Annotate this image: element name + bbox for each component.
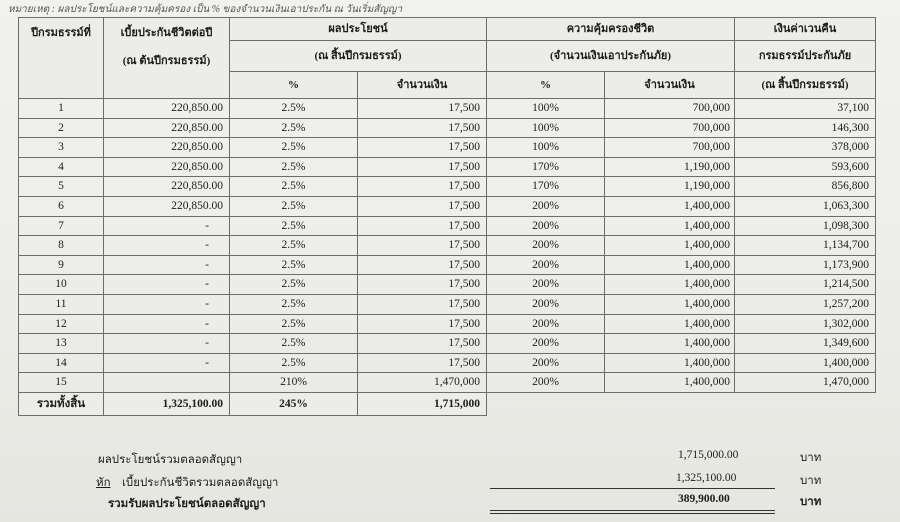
- cell-coverage-amount: 1,400,000: [605, 294, 735, 314]
- cell-year: 13: [19, 334, 104, 354]
- summary-net-label: รวมรับผลประโยชน์ตลอดสัญญา: [108, 498, 266, 510]
- table-row: [19, 334, 876, 354]
- cell-coverage-amount: 700,000: [605, 118, 735, 138]
- cell-benefit-amount: 17,500: [358, 255, 487, 275]
- cell-coverage-pct: 200%: [487, 216, 605, 236]
- cell-premium: -: [104, 314, 230, 334]
- cell-coverage-pct: 200%: [487, 236, 605, 256]
- cell-coverage-pct: 170%: [487, 177, 605, 197]
- cell-coverage-pct: 200%: [487, 334, 605, 354]
- total-row: [19, 392, 876, 415]
- cell-year: 4: [19, 157, 104, 177]
- cell-premium: -: [104, 236, 230, 256]
- cell-benefit-amount: 17,500: [358, 177, 487, 197]
- table-row: [19, 177, 876, 197]
- header-coverage: ความคุ้มครองชีวิต: [487, 18, 735, 41]
- cell-benefit-amount: 17,500: [358, 353, 487, 373]
- cell-benefit-amount: 17,500: [358, 216, 487, 236]
- cell-benefit-amount: 17,500: [358, 236, 487, 256]
- table-row: [19, 118, 876, 138]
- total-benefit-amount: 1,715,000: [358, 392, 487, 415]
- summary-net-value: 389,900.00: [678, 493, 730, 505]
- cell-year: 3: [19, 138, 104, 158]
- cell-coverage-pct: 200%: [487, 294, 605, 314]
- header-policy-year: ปีกรมธรรม์ที่: [19, 18, 104, 99]
- cell-coverage-amount: 1,400,000: [605, 373, 735, 393]
- cell-benefit-pct: 2.5%: [230, 177, 358, 197]
- cell-coverage-pct: 200%: [487, 196, 605, 216]
- cell-benefit-amount: 17,500: [358, 118, 487, 138]
- cell-benefit-pct: 2.5%: [230, 216, 358, 236]
- table-row: [19, 236, 876, 256]
- summary-unit: บาท: [800, 475, 822, 487]
- header-benefit: ผลประโยชน์: [230, 18, 487, 41]
- cell-year: 12: [19, 314, 104, 334]
- total-empty: [605, 392, 735, 415]
- cell-coverage-pct: 100%: [487, 99, 605, 119]
- cell-coverage-amount: 1,400,000: [605, 353, 735, 373]
- total-empty: [735, 392, 876, 415]
- cell-coverage-amount: 700,000: [605, 138, 735, 158]
- cell-benefit-pct: 2.5%: [230, 314, 358, 334]
- cell-coverage-amount: 1,400,000: [605, 314, 735, 334]
- total-benefit-pct: 245%: [230, 392, 358, 415]
- cell-cash-value: 1,063,300: [735, 196, 876, 216]
- cell-benefit-amount: 17,500: [358, 99, 487, 119]
- cell-year: 10: [19, 275, 104, 295]
- cell-benefit-pct: 210%: [230, 373, 358, 393]
- cell-premium: -: [104, 334, 230, 354]
- table-row: [19, 138, 876, 158]
- cell-cash-value: 1,302,000: [735, 314, 876, 334]
- header-benefit-pct: %: [230, 72, 358, 99]
- cell-premium: 220,850.00: [104, 157, 230, 177]
- cell-coverage-pct: 200%: [487, 314, 605, 334]
- summary-rule: [490, 488, 775, 489]
- cell-benefit-pct: 2.5%: [230, 196, 358, 216]
- cell-year: 14: [19, 353, 104, 373]
- summary-deduct-prefix: หัก: [96, 477, 111, 489]
- cell-premium: 220,850.00: [104, 99, 230, 119]
- cell-coverage-pct: 200%: [487, 353, 605, 373]
- cell-year: 5: [19, 177, 104, 197]
- cell-year: 11: [19, 294, 104, 314]
- header-cash-value: เงินค่าเวนคืน: [735, 18, 876, 41]
- total-premium: 1,325,100.00: [104, 392, 230, 415]
- cell-cash-value: 1,134,700: [735, 236, 876, 256]
- cell-coverage-amount: 1,400,000: [605, 334, 735, 354]
- header-cash-value-sub1: กรมธรรม์ประกันภัย: [735, 41, 876, 72]
- table-row: [19, 157, 876, 177]
- table-row: [19, 216, 876, 236]
- cell-cash-value: 1,400,000: [735, 353, 876, 373]
- cell-coverage-pct: 200%: [487, 275, 605, 295]
- summary-double-rule: [490, 513, 775, 514]
- cell-coverage-pct: 100%: [487, 138, 605, 158]
- summary-total-benefit-label: ผลประโยชน์รวมตลอดสัญญา: [98, 454, 243, 466]
- cell-cash-value: 1,214,500: [735, 275, 876, 295]
- cell-coverage-amount: 1,190,000: [605, 177, 735, 197]
- cell-benefit-amount: 17,500: [358, 334, 487, 354]
- cell-benefit-pct: 2.5%: [230, 255, 358, 275]
- cell-year: 7: [19, 216, 104, 236]
- cell-benefit-amount: 17,500: [358, 196, 487, 216]
- cell-cash-value: 1,173,900: [735, 255, 876, 275]
- cell-benefit-amount: 17,500: [358, 138, 487, 158]
- cell-benefit-pct: 2.5%: [230, 157, 358, 177]
- cell-coverage-amount: 1,400,000: [605, 216, 735, 236]
- summary-total-benefit-value: 1,715,000.00: [678, 449, 739, 461]
- total-label: รวมทั้งสิ้น: [19, 392, 104, 415]
- summary-double-rule: [490, 510, 775, 511]
- cell-premium: 220,850.00: [104, 196, 230, 216]
- cell-benefit-pct: 2.5%: [230, 275, 358, 295]
- table-row: [19, 373, 876, 393]
- cell-year: 15: [19, 373, 104, 393]
- cell-premium: -: [104, 216, 230, 236]
- cell-coverage-amount: 1,400,000: [605, 196, 735, 216]
- cell-coverage-pct: 100%: [487, 118, 605, 138]
- cell-premium: -: [104, 353, 230, 373]
- header-coverage-pct: %: [487, 72, 605, 99]
- cell-cash-value: 1,349,600: [735, 334, 876, 354]
- cell-year: 1: [19, 99, 104, 119]
- cell-year: 2: [19, 118, 104, 138]
- cell-cash-value: 1,257,200: [735, 294, 876, 314]
- cell-cash-value: 37,100: [735, 99, 876, 119]
- benefit-table: [18, 17, 876, 416]
- table-row: [19, 196, 876, 216]
- cell-benefit-amount: 17,500: [358, 275, 487, 295]
- cell-cash-value: 1,098,300: [735, 216, 876, 236]
- summary-unit: บาท: [800, 496, 822, 508]
- cell-benefit-pct: 2.5%: [230, 118, 358, 138]
- cell-premium: [104, 373, 230, 393]
- header-cash-value-sub2: (ณ สิ้นปีกรมธรรม์): [735, 72, 876, 99]
- summary-unit: บาท: [800, 452, 822, 464]
- header-premium-title: เบี้ยประกันชีวิตต่อปี: [120, 27, 213, 39]
- cell-coverage-pct: 200%: [487, 373, 605, 393]
- cell-benefit-amount: 1,470,000: [358, 373, 487, 393]
- header-premium-sub: (ณ ต้นปีกรมธรรม์): [122, 55, 211, 67]
- cell-cash-value: 593,600: [735, 157, 876, 177]
- header-benefit-amount: จำนวนเงิน: [358, 72, 487, 99]
- table-row: [19, 314, 876, 334]
- cell-cash-value: 856,800: [735, 177, 876, 197]
- cell-year: 6: [19, 196, 104, 216]
- footnote-note: หมายเหตุ : ผลประโยชน์และความคุ้มครอง เป็น % ของจำนวนเงินเอาประกัน ณ วันเริ่มสัญญา: [8, 4, 403, 15]
- cell-benefit-pct: 2.5%: [230, 236, 358, 256]
- cell-benefit-pct: 2.5%: [230, 334, 358, 354]
- cell-cash-value: 146,300: [735, 118, 876, 138]
- summary-premium-label: เบี้ยประกันชีวิตรวมตลอดสัญญา: [122, 477, 279, 489]
- cell-coverage-pct: 170%: [487, 157, 605, 177]
- cell-benefit-pct: 2.5%: [230, 353, 358, 373]
- cell-premium: -: [104, 294, 230, 314]
- header-coverage-amount: จำนวนเงิน: [605, 72, 735, 99]
- cell-coverage-pct: 200%: [487, 255, 605, 275]
- cell-premium: -: [104, 275, 230, 295]
- header-coverage-sub: (จำนวนเงินเอาประกันภัย): [487, 41, 735, 72]
- cell-year: 8: [19, 236, 104, 256]
- cell-coverage-amount: 1,400,000: [605, 275, 735, 295]
- cell-benefit-pct: 2.5%: [230, 294, 358, 314]
- cell-benefit-amount: 17,500: [358, 294, 487, 314]
- header-benefit-sub: (ณ สิ้นปีกรมธรรม์): [230, 41, 487, 72]
- cell-coverage-amount: 1,190,000: [605, 157, 735, 177]
- cell-benefit-amount: 17,500: [358, 157, 487, 177]
- table-row: [19, 275, 876, 295]
- cell-premium: 220,850.00: [104, 118, 230, 138]
- cell-cash-value: 1,470,000: [735, 373, 876, 393]
- cell-coverage-amount: 1,400,000: [605, 236, 735, 256]
- table-row: [19, 99, 876, 119]
- cell-benefit-amount: 17,500: [358, 314, 487, 334]
- cell-premium: 220,850.00: [104, 138, 230, 158]
- cell-cash-value: 378,000: [735, 138, 876, 158]
- cell-coverage-amount: 700,000: [605, 99, 735, 119]
- summary-premium-value: 1,325,100.00: [676, 472, 737, 484]
- cell-benefit-pct: 2.5%: [230, 99, 358, 119]
- table-row: [19, 255, 876, 275]
- header-premium: [104, 18, 230, 99]
- cell-coverage-amount: 1,400,000: [605, 255, 735, 275]
- total-empty: [487, 392, 605, 415]
- table-row: [19, 353, 876, 373]
- cell-benefit-pct: 2.5%: [230, 138, 358, 158]
- table-row: [19, 294, 876, 314]
- cell-premium: 220,850.00: [104, 177, 230, 197]
- cell-premium: -: [104, 255, 230, 275]
- cell-year: 9: [19, 255, 104, 275]
